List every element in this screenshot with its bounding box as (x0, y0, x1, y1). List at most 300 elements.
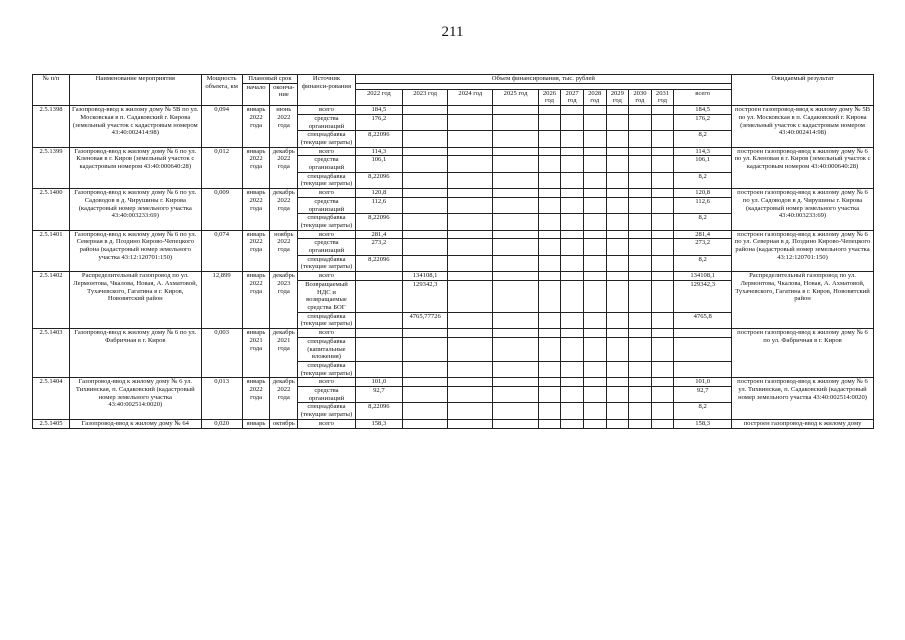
expected-result: построен газопровод-ввод к жилому дому № 6 по ул. Кленовая в г. Киров (земельный участок с кадастровым номером 43:40:000640:28) (732, 147, 874, 189)
funding-source: средства организаций (298, 387, 356, 403)
year-amount (448, 419, 493, 428)
funding-source: средства организаций (298, 239, 356, 255)
measure-start: январь 2022 года (242, 378, 270, 420)
year-amount: 176,2 (355, 114, 402, 130)
year-amount: 281,4 (355, 230, 402, 239)
year-amount: 4765,77726 (403, 312, 448, 328)
table-header (33, 75, 874, 106)
year-amount (606, 106, 629, 115)
measure-power: 0,020 (201, 419, 242, 428)
year-amount (448, 147, 493, 156)
year-amount (561, 280, 584, 312)
total-amount: 112,6 (674, 197, 732, 213)
year-amount: 273,2 (355, 239, 402, 255)
year-amount (583, 419, 606, 428)
year-amount (538, 156, 561, 172)
year-amount: 120,8 (355, 189, 402, 198)
year-amount (651, 156, 674, 172)
year-amount (606, 329, 629, 338)
header-source: Источник финанси-рования (298, 75, 356, 106)
year-amount (403, 230, 448, 239)
funding-source: всего (298, 378, 356, 387)
funding-source: спецнадбавка (текущие затраты) (298, 172, 356, 188)
measure-start: январь (242, 419, 270, 428)
measure-end: октябрь (270, 419, 298, 428)
year-amount (538, 272, 561, 281)
year-amount (493, 147, 538, 156)
year-amount (651, 172, 674, 188)
funding-source: спецнадбавка (текущие затраты) (298, 403, 356, 419)
year-amount (629, 239, 652, 255)
year-amount (651, 387, 674, 403)
year-amount (583, 272, 606, 281)
header-start: начало (242, 83, 270, 105)
total-amount: 8,2 (674, 255, 732, 271)
year-amount (629, 172, 652, 188)
total-amount: 92,7 (674, 387, 732, 403)
total-amount: 106,1 (674, 156, 732, 172)
year-amount (403, 361, 448, 377)
funding-source: средства организаций (298, 197, 356, 213)
header-year: 2027 год (561, 89, 584, 105)
year-amount (493, 272, 538, 281)
year-amount (629, 378, 652, 387)
year-amount (629, 329, 652, 338)
year-amount (606, 312, 629, 328)
year-amount (493, 189, 538, 198)
year-amount (583, 361, 606, 377)
year-amount (651, 239, 674, 255)
year-amount (403, 378, 448, 387)
funding-source: спецнадбавка (текущие затраты) (298, 214, 356, 230)
total-amount: 281,4 (674, 230, 732, 239)
year-amount (606, 239, 629, 255)
total-amount: 8,2 (674, 403, 732, 419)
year-amount (561, 156, 584, 172)
header-year: 2030 год (629, 89, 652, 105)
year-amount (606, 114, 629, 130)
year-amount (538, 280, 561, 312)
header-year: 2031 год (651, 89, 674, 105)
year-amount (606, 214, 629, 230)
expected-result: построен газопровод-ввод к жилому дому № 5В по ул. Московская в п. Садаковский г. Кирова (земельный участок с кадастровым номером 43:40:002414:98) (732, 106, 874, 148)
measure-id: 2.5.1403 (33, 329, 70, 378)
year-amount (538, 214, 561, 230)
year-amount (606, 197, 629, 213)
year-amount (606, 337, 629, 361)
year-amount (538, 387, 561, 403)
year-amount (355, 312, 402, 328)
year-amount (651, 197, 674, 213)
year-amount (651, 147, 674, 156)
measure-power: 0,003 (201, 329, 242, 378)
year-amount (629, 214, 652, 230)
year-amount (355, 280, 402, 312)
year-amount (651, 280, 674, 312)
year-amount (403, 189, 448, 198)
year-amount (651, 272, 674, 281)
header-result: Ожидаемый результат (732, 75, 874, 106)
year-amount (538, 329, 561, 338)
year-amount (538, 131, 561, 147)
year-amount: 92,7 (355, 387, 402, 403)
year-amount (583, 214, 606, 230)
year-amount (493, 403, 538, 419)
year-amount (448, 156, 493, 172)
year-amount (561, 214, 584, 230)
year-amount (583, 106, 606, 115)
year-amount (493, 239, 538, 255)
year-amount (561, 337, 584, 361)
header-year: 2026 год (538, 89, 561, 105)
year-amount (651, 255, 674, 271)
year-amount (448, 255, 493, 271)
year-amount (651, 189, 674, 198)
year-amount (538, 106, 561, 115)
year-amount (403, 106, 448, 115)
year-amount (403, 329, 448, 338)
year-amount (583, 189, 606, 198)
year-amount (606, 131, 629, 147)
year-amount (403, 197, 448, 213)
year-amount (583, 312, 606, 328)
year-amount (629, 114, 652, 130)
total-amount (674, 329, 732, 338)
funding-source: спецнадбавка (текущие затраты) (298, 361, 356, 377)
year-amount (629, 337, 652, 361)
year-amount (561, 272, 584, 281)
measure-end: декабрь 2021 года (270, 329, 298, 378)
year-amount (538, 378, 561, 387)
header-year: 2022 год (355, 89, 402, 105)
year-amount (606, 419, 629, 428)
year-amount (448, 387, 493, 403)
funding-source: средства организаций (298, 156, 356, 172)
total-amount: 8,2 (674, 214, 732, 230)
header-volume: Объем финансирования, тыс. рублей (355, 75, 731, 84)
year-amount: 8,22096 (355, 131, 402, 147)
total-amount: 120,8 (674, 189, 732, 198)
funding-source: всего (298, 147, 356, 156)
total-amount: 273,2 (674, 239, 732, 255)
table-row (33, 230, 874, 239)
year-amount (403, 387, 448, 403)
year-amount (493, 361, 538, 377)
year-amount (561, 114, 584, 130)
year-amount (493, 214, 538, 230)
year-amount (493, 172, 538, 188)
year-amount (561, 230, 584, 239)
header-year: 2028 год (583, 89, 606, 105)
measure-id: 2.5.1405 (33, 419, 70, 428)
measure-start: январь 2022 года (242, 272, 270, 329)
year-amount (651, 114, 674, 130)
year-amount (651, 419, 674, 428)
year-amount (629, 230, 652, 239)
year-amount (629, 197, 652, 213)
header-power: Мощность объекта, км (201, 75, 242, 106)
year-amount (561, 147, 584, 156)
measure-id: 2.5.1401 (33, 230, 70, 272)
year-amount (561, 329, 584, 338)
year-amount (448, 197, 493, 213)
year-amount (448, 131, 493, 147)
year-amount (629, 272, 652, 281)
header-year: 2024 год (448, 89, 493, 105)
measure-end: декабрь 2022 года (270, 189, 298, 231)
year-amount (583, 387, 606, 403)
total-amount (674, 337, 732, 361)
funding-source: всего (298, 272, 356, 281)
year-amount (606, 147, 629, 156)
year-amount (448, 312, 493, 328)
year-amount (493, 329, 538, 338)
measure-start: январь 2021 года (242, 329, 270, 378)
year-amount (403, 172, 448, 188)
year-amount (561, 197, 584, 213)
year-amount (561, 189, 584, 198)
year-amount (583, 131, 606, 147)
header-year: 2025 год (493, 89, 538, 105)
year-amount: 8,22096 (355, 255, 402, 271)
year-amount (561, 312, 584, 328)
header-total: всего (674, 89, 732, 105)
year-amount (561, 255, 584, 271)
year-amount (629, 361, 652, 377)
year-amount (493, 419, 538, 428)
year-amount (538, 189, 561, 198)
year-amount (583, 230, 606, 239)
year-amount: 101,0 (355, 378, 402, 387)
year-amount (493, 387, 538, 403)
table-body (33, 106, 874, 428)
year-amount (583, 147, 606, 156)
year-amount (606, 361, 629, 377)
measure-name: Газопровод-ввод к жилому дому № 64 (70, 419, 202, 428)
funding-source: всего (298, 419, 356, 428)
year-amount (355, 272, 402, 281)
year-amount (448, 106, 493, 115)
year-amount (538, 361, 561, 377)
header-end: оконча-ние (270, 83, 298, 105)
year-amount (448, 337, 493, 361)
year-amount (629, 387, 652, 403)
year-amount (651, 312, 674, 328)
year-amount (403, 147, 448, 156)
year-amount (448, 378, 493, 387)
measure-name: Газопровод-ввод к жилому дому № 6 по ул. Садоводов в д. Чирушины г. Кирова (кадастровый номер земельного участка 43:40:003233:69) (70, 189, 202, 231)
year-amount (403, 255, 448, 271)
year-amount (583, 337, 606, 361)
year-amount (561, 419, 584, 428)
measure-power: 0,074 (201, 230, 242, 272)
expected-result: Распределительный газопровод по ул. Лермонтова, Чкалова, Новая, А. Ахматовой, Тухачевского, Гагатина в г. Киров, Нововятский район (732, 272, 874, 329)
table-row (33, 106, 874, 115)
measure-name: Газопровод-ввод к жилому дому № 5В по ул. Московская в п. Садаковский г. Кирова (земельный участок с кадастровым номером 43:40:002414:98) (70, 106, 202, 148)
measure-end: ноябрь 2022 года (270, 230, 298, 272)
year-amount (403, 131, 448, 147)
year-amount (561, 403, 584, 419)
year-amount (538, 172, 561, 188)
year-amount (651, 106, 674, 115)
year-amount (448, 403, 493, 419)
year-amount (629, 419, 652, 428)
year-amount: 184,5 (355, 106, 402, 115)
year-amount (606, 378, 629, 387)
header-num: № п/п (33, 75, 70, 106)
year-amount (493, 337, 538, 361)
year-amount (583, 403, 606, 419)
year-amount (493, 114, 538, 130)
year-amount (448, 214, 493, 230)
total-amount: 176,2 (674, 114, 732, 130)
year-amount (493, 280, 538, 312)
year-amount: 158,3 (355, 419, 402, 428)
year-amount (561, 239, 584, 255)
year-amount (606, 230, 629, 239)
year-amount (448, 272, 493, 281)
year-amount (403, 337, 448, 361)
table-row (33, 189, 874, 198)
year-amount: 8,22096 (355, 172, 402, 188)
total-amount: 8,2 (674, 172, 732, 188)
measure-start: январь 2022 года (242, 147, 270, 189)
header-year: 2029 год (606, 89, 629, 105)
year-amount (355, 329, 402, 338)
year-amount (629, 147, 652, 156)
measure-power: 12,899 (201, 272, 242, 329)
year-amount (493, 197, 538, 213)
year-amount (651, 329, 674, 338)
measure-power: 0,013 (201, 378, 242, 420)
funding-source: спецнадбавка (капитальные вложения) (298, 337, 356, 361)
year-amount (403, 239, 448, 255)
year-amount (583, 114, 606, 130)
year-amount (538, 239, 561, 255)
year-amount: 8,22096 (355, 403, 402, 419)
year-amount (583, 329, 606, 338)
year-amount (538, 114, 561, 130)
measure-id: 2.5.1402 (33, 272, 70, 329)
year-amount (403, 214, 448, 230)
year-amount (538, 197, 561, 213)
measure-end: декабрь 2022 года (270, 147, 298, 189)
year-amount (583, 378, 606, 387)
year-amount (538, 255, 561, 271)
year-amount (493, 106, 538, 115)
expected-result: построен газопровод-ввод к жилому дому № 6 по ул. Фабричная в г. Киров (732, 329, 874, 378)
year-amount (583, 255, 606, 271)
measure-power: 0,094 (201, 106, 242, 148)
header-name: Наименование мероприятия (70, 75, 202, 106)
year-amount (583, 239, 606, 255)
year-amount (651, 230, 674, 239)
year-amount (606, 280, 629, 312)
year-amount (448, 280, 493, 312)
total-amount: 8,2 (674, 131, 732, 147)
expected-result: построен газопровод-ввод к жилому дому № 6 по ул. Северная в д. Поздино Кирово-Чепецкого района (кадастровый номер земельного участка 43:12:120701:150) (732, 230, 874, 272)
year-amount (403, 403, 448, 419)
year-amount (493, 230, 538, 239)
year-amount (403, 419, 448, 428)
year-amount (355, 337, 402, 361)
year-amount (561, 172, 584, 188)
year-amount: 134108,1 (403, 272, 448, 281)
year-amount: 106,1 (355, 156, 402, 172)
year-amount: 129342,3 (403, 280, 448, 312)
year-amount (651, 214, 674, 230)
year-amount: 112,6 (355, 197, 402, 213)
year-amount (538, 337, 561, 361)
total-amount: 4765,8 (674, 312, 732, 328)
year-amount (606, 189, 629, 198)
year-amount (651, 361, 674, 377)
year-amount (651, 378, 674, 387)
year-amount (448, 329, 493, 338)
table-row (33, 272, 874, 281)
year-amount (538, 147, 561, 156)
total-amount: 114,3 (674, 147, 732, 156)
year-amount (561, 131, 584, 147)
total-amount: 129342,3 (674, 280, 732, 312)
funding-source: спецнадбавка (текущие затраты) (298, 312, 356, 328)
funding-source: Возвращаемый НДС и возвращаемые средства БОГ (298, 280, 356, 312)
year-amount: 114,3 (355, 147, 402, 156)
year-amount (583, 197, 606, 213)
year-amount (606, 156, 629, 172)
measure-id: 2.5.1398 (33, 106, 70, 148)
measure-end: июнь 2022 года (270, 106, 298, 148)
year-amount (583, 280, 606, 312)
year-amount (606, 387, 629, 403)
year-amount (651, 337, 674, 361)
total-amount: 101,0 (674, 378, 732, 387)
table-row (33, 419, 874, 428)
year-amount (629, 255, 652, 271)
table-row (33, 378, 874, 387)
year-amount (606, 403, 629, 419)
year-amount (629, 403, 652, 419)
year-amount (606, 272, 629, 281)
funding-source: всего (298, 329, 356, 338)
measure-id: 2.5.1400 (33, 189, 70, 231)
year-amount (606, 172, 629, 188)
year-amount (493, 378, 538, 387)
year-amount (561, 106, 584, 115)
page-number: 211 (441, 24, 464, 40)
measure-name: Газопровод-ввод к жилому дому № 6 по ул. Северная в д. Поздино Кирово-Чепецкого района (кадастровый номер земельного участка 43:12:120701:150) (70, 230, 202, 272)
year-amount (629, 280, 652, 312)
expected-result: построен газопровод-ввод к жилому дому № 6 ул. Тихвинская, п. Садаковский (кадастровый номер земельного участка 43:40:002514:0020) (732, 378, 874, 420)
header-term: Плановый срок (242, 75, 298, 84)
year-amount (629, 312, 652, 328)
year-amount (403, 114, 448, 130)
year-amount (629, 131, 652, 147)
total-amount: 158,3 (674, 419, 732, 428)
funding-source: всего (298, 230, 356, 239)
measure-power: 0,009 (201, 189, 242, 231)
year-amount (493, 131, 538, 147)
year-amount (355, 361, 402, 377)
expected-result: построен газопровод-ввод к жилому дому (732, 419, 874, 428)
year-amount (448, 172, 493, 188)
year-amount (538, 403, 561, 419)
year-amount (561, 387, 584, 403)
year-amount (629, 189, 652, 198)
financing-table (32, 74, 874, 429)
year-amount (448, 230, 493, 239)
year-amount (538, 312, 561, 328)
